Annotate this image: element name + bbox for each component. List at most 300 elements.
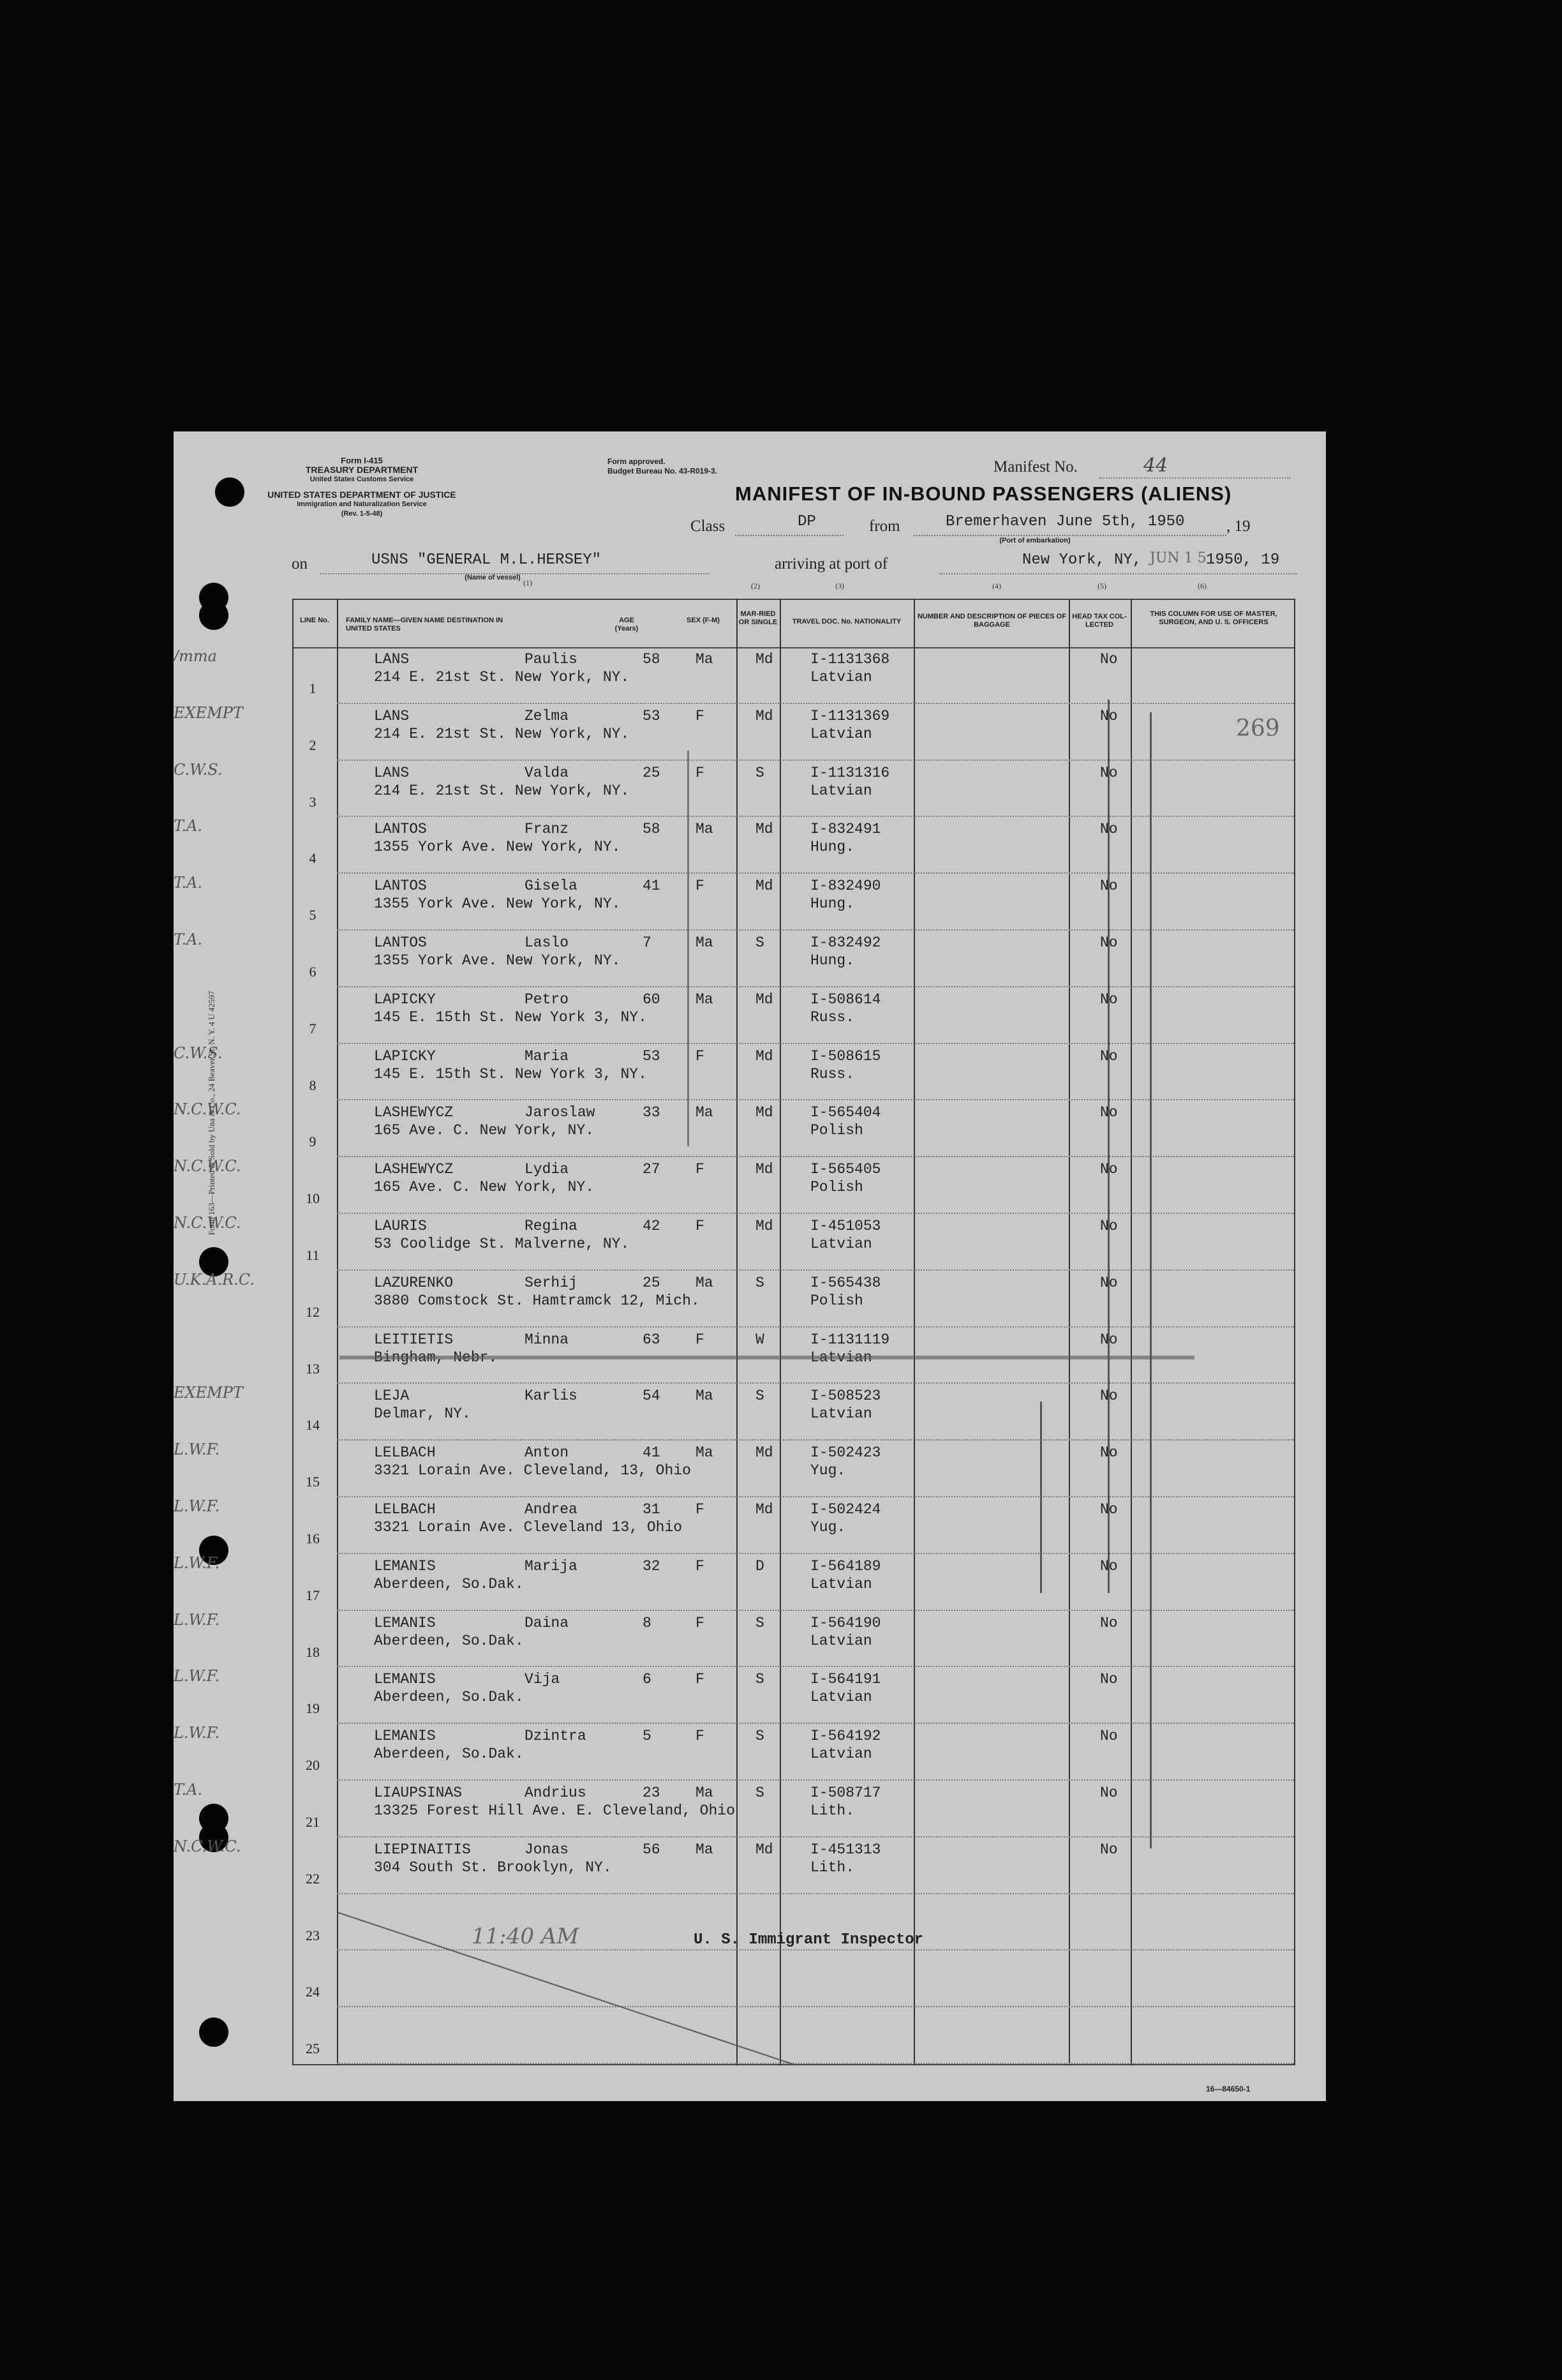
travel-doc-no: I-1131316	[810, 764, 890, 781]
officer-note: L.W.F.	[174, 1497, 220, 1515]
destination: 13325 Forest Hill Ave. E. Cleveland, Ohio	[374, 1802, 735, 1819]
travel-doc-no: I-502423	[810, 1444, 881, 1462]
sex: Ma	[695, 1274, 713, 1291]
given-name: Serhij	[524, 1274, 577, 1291]
head-tax: No	[1100, 1444, 1118, 1462]
family-name: LEMANIS	[374, 1671, 436, 1688]
table-row	[174, 1667, 1326, 1724]
destination: 3880 Comstock St. Hamtramck 12, Mich.	[374, 1292, 700, 1309]
col-header-line: LINE No.	[300, 617, 329, 624]
family-name: LAURIS	[374, 1218, 427, 1234]
age: 6	[643, 1671, 651, 1688]
marital-status: Md	[755, 707, 773, 724]
family-name: LASHEWYCZ	[374, 1104, 454, 1121]
sex: Ma	[695, 651, 713, 668]
diagonal-strike	[337, 1912, 809, 2065]
officer-note: L.W.F.	[174, 1441, 220, 1459]
row-number: 4	[309, 850, 316, 867]
table-row	[174, 874, 1326, 931]
officer-note: L.W.F.	[174, 1553, 220, 1572]
marital-status: S	[755, 1785, 764, 1801]
destination: 1355 York Ave. New York, NY.	[374, 895, 621, 913]
travel-doc-no: I-832491	[810, 821, 881, 838]
given-name: Lydia	[524, 1161, 569, 1178]
given-name: Andrius	[524, 1785, 586, 1801]
row-number: 20	[306, 1757, 320, 1774]
form-revision: (Rev. 1-5-48)	[341, 510, 383, 518]
destination: 214 E. 21st St. New York, NY.	[374, 782, 630, 799]
nationality: Hung.	[810, 895, 855, 913]
family-name: LASHEWYCZ	[374, 1161, 454, 1178]
given-name: Daina	[524, 1614, 569, 1631]
table-row	[174, 1214, 1326, 1271]
footer-code: 16—84650-1	[1206, 2084, 1251, 2093]
given-name: Karlis	[524, 1388, 577, 1405]
colnum-6: (6)	[1198, 581, 1207, 590]
nationality: Latvian	[810, 725, 872, 742]
col-header-tax: HEAD TAX COL-LECTED	[1072, 613, 1127, 629]
age: 23	[643, 1785, 660, 1801]
destination: 165 Ave. C. New York, NY.	[374, 1122, 595, 1139]
given-name: Zelma	[524, 707, 569, 724]
destination: 3321 Lorain Ave. Cleveland, 13, Ohio	[374, 1462, 691, 1479]
colnum-5: (5)	[1097, 581, 1106, 590]
given-name: Gisela	[524, 878, 577, 895]
destination: Aberdeen, So.Dak.	[374, 1632, 524, 1649]
officer-note: EXEMPT	[174, 1384, 243, 1402]
destination: 1355 York Ave. New York, NY.	[374, 839, 621, 856]
row-number: 18	[306, 1643, 320, 1660]
given-name: Jonas	[524, 1841, 569, 1858]
sex: F	[695, 1331, 704, 1348]
travel-doc-no: I-565404	[810, 1104, 881, 1121]
marital-status: Md	[755, 821, 773, 838]
travel-doc-no: I-502424	[810, 1501, 881, 1518]
marital-status: S	[755, 1671, 764, 1688]
row-number: 5	[309, 907, 316, 924]
table-row	[174, 1384, 1326, 1441]
head-tax: No	[1100, 1501, 1118, 1518]
officer-bracket-mark	[1150, 712, 1152, 1848]
destination: 304 South St. Brooklyn, NY.	[374, 1859, 612, 1876]
table-row	[174, 1497, 1326, 1554]
row-number: 7	[309, 1020, 316, 1037]
table-row	[174, 1724, 1326, 1781]
nationality: Yug.	[810, 1519, 846, 1536]
row-number: 13	[306, 1360, 320, 1377]
officer-note: C.W.S.	[174, 1044, 223, 1062]
manifest-no-label: Manifest No.	[993, 458, 1078, 475]
sex: Ma	[695, 821, 713, 838]
head-tax: No	[1100, 764, 1118, 781]
col-header-name: FAMILY NAME—GIVEN NAME DESTINATION IN UNITED STATES	[346, 617, 503, 632]
officer-note: /mma	[174, 647, 217, 665]
marital-status: S	[755, 1388, 764, 1405]
travel-doc-no: I-564189	[810, 1557, 881, 1575]
col-header-doc: TRAVEL DOC. No. NATIONALITY	[792, 618, 902, 625]
table-row	[174, 1271, 1326, 1328]
nationality: Lith.	[810, 1802, 855, 1819]
head-tax: No	[1100, 1274, 1118, 1291]
given-name: Valda	[524, 764, 569, 781]
age: 41	[643, 1444, 660, 1462]
inspector-signature-line: U. S. Immigrant Inspector	[694, 1931, 924, 1949]
table-row	[174, 817, 1326, 874]
officer-note: T.A.	[174, 817, 203, 835]
punch-hole	[215, 477, 244, 507]
age: 58	[643, 821, 660, 838]
colnum-3: (3)	[835, 581, 844, 590]
age: 41	[643, 878, 660, 895]
marital-status: Md	[755, 1047, 773, 1065]
marital-status: Md	[755, 1841, 773, 1858]
sex: Ma	[695, 1841, 713, 1858]
col-header-sex: SEX (F-M)	[687, 617, 720, 624]
nationality: Latvian	[810, 1236, 872, 1252]
family-name: LEJA	[374, 1388, 410, 1405]
arriving-label: arriving at port of	[775, 555, 888, 573]
embarkation-port: Bremerhaven June 5th, 1950	[946, 513, 1185, 530]
age: 53	[643, 707, 660, 724]
table-row	[174, 1044, 1326, 1101]
col-header-married: MAR-RIED OR SINGLE	[738, 610, 778, 626]
age: 31	[643, 1501, 660, 1518]
head-tax: No	[1100, 1728, 1118, 1745]
marital-status: Md	[755, 1444, 773, 1462]
travel-doc-no: I-451053	[810, 1218, 881, 1234]
marital-status: Md	[755, 878, 773, 895]
age: 33	[643, 1104, 660, 1121]
destination: Delmar, NY.	[374, 1405, 471, 1423]
row-number: 19	[306, 1700, 320, 1717]
head-tax: No	[1100, 1614, 1118, 1631]
officer-note: T.A.	[174, 874, 203, 892]
nationality: Latvian	[810, 1689, 872, 1706]
travel-doc-no: I-1131369	[810, 707, 890, 724]
on-label: on	[292, 555, 308, 573]
family-name: LAPICKY	[374, 1047, 436, 1065]
age: 63	[643, 1331, 660, 1348]
family-name: LAZURENKO	[374, 1274, 454, 1291]
form-header-left	[285, 456, 438, 484]
destination: 53 Coolidge St. Malverne, NY.	[374, 1236, 630, 1252]
from-label: from	[869, 518, 900, 535]
table-row	[174, 1837, 1326, 1894]
sex: Ma	[695, 1104, 713, 1121]
row-number: 10	[306, 1190, 320, 1207]
table-row	[174, 1554, 1326, 1611]
given-name: Regina	[524, 1218, 577, 1234]
tax-bracket-mark	[1108, 700, 1110, 1593]
given-name: Petro	[524, 991, 569, 1008]
table-row	[174, 987, 1326, 1044]
table-row	[174, 1441, 1326, 1497]
family-name: LEITIETIS	[374, 1331, 454, 1348]
family-name: LEMANIS	[374, 1728, 436, 1745]
head-tax: No	[1100, 1785, 1118, 1801]
family-name: LELBACH	[374, 1444, 436, 1462]
col-header-age: AGE (Years)	[614, 617, 639, 632]
destination: 145 E. 15th St. New York 3, NY.	[374, 1065, 647, 1082]
given-name: Dzintra	[524, 1728, 586, 1745]
marital-status: Md	[755, 991, 773, 1008]
head-tax: No	[1100, 1161, 1118, 1178]
manifest-sheet	[174, 431, 1326, 2101]
year-suffix-1: , 19	[1226, 518, 1251, 535]
customs-service: United States Customs Service	[309, 475, 414, 483]
age: 42	[643, 1218, 660, 1234]
sex: F	[695, 1047, 704, 1065]
travel-doc-no: I-565405	[810, 1161, 881, 1178]
marital-status: Md	[755, 1218, 773, 1234]
travel-doc-no: I-1131119	[810, 1331, 890, 1348]
budget-bureau: Budget Bureau No. 43-R019-3.	[607, 467, 718, 475]
nationality: Latvian	[810, 1575, 872, 1592]
nationality: Polish	[810, 1292, 863, 1309]
row-number: 1	[309, 680, 316, 696]
officer-note: T.A.	[174, 1781, 203, 1799]
page-count-stamp: 269	[1236, 715, 1280, 742]
marital-status: Md	[755, 651, 773, 668]
family-name: LANTOS	[374, 934, 427, 951]
nationality: Hung.	[810, 839, 855, 856]
marital-status: D	[755, 1557, 764, 1575]
family-name: LANTOS	[374, 821, 427, 838]
age: 8	[643, 1614, 651, 1631]
port-caption: (Port of embarkation)	[999, 537, 1071, 544]
sex: F	[695, 1161, 704, 1178]
row-number: 25	[306, 2040, 320, 2057]
age: 56	[643, 1841, 660, 1858]
destination: 165 Ave. C. New York, NY.	[374, 1179, 595, 1196]
marital-status: S	[755, 764, 764, 781]
sex: F	[695, 764, 704, 781]
form-header-justice	[247, 490, 477, 519]
printer-imprint: Form 163—Printed & Sold by Una & Co., 24 Beaver St. N. Y. 4 U 42597	[207, 991, 216, 1236]
family-name: LANS	[374, 707, 410, 724]
destination: Aberdeen, So.Dak.	[374, 1689, 524, 1706]
form-number: Form I-415	[341, 456, 383, 465]
nationality: Russ.	[810, 1065, 855, 1082]
family-name: LANS	[374, 651, 410, 668]
class-value: DP	[798, 513, 816, 530]
given-name: Franz	[524, 821, 569, 838]
officer-note: L.W.F.	[174, 1610, 220, 1629]
tax-bracket-mark	[1040, 1402, 1042, 1593]
head-tax: No	[1100, 1671, 1118, 1688]
row-number: 23	[306, 1927, 320, 1943]
age: 58	[643, 651, 660, 668]
travel-doc-no: I-451313	[810, 1841, 881, 1858]
age: 7	[643, 934, 651, 951]
sex: F	[695, 707, 704, 724]
marital-status: W	[755, 1331, 764, 1348]
form-approval	[607, 457, 773, 476]
row-number: 24	[306, 1984, 320, 2000]
officer-note: L.W.F.	[174, 1724, 220, 1742]
given-name: Jaroslaw	[524, 1104, 595, 1121]
given-name: Maria	[524, 1047, 569, 1065]
travel-doc-no: I-508614	[810, 991, 881, 1008]
family-name: LANS	[374, 764, 410, 781]
table-row	[174, 1781, 1326, 1837]
sex: Ma	[695, 1785, 713, 1801]
family-name: LIAUPSINAS	[374, 1785, 463, 1801]
age: 60	[643, 991, 660, 1008]
head-tax: No	[1100, 991, 1118, 1008]
sex: F	[695, 1614, 704, 1631]
sex: F	[695, 1501, 704, 1518]
row-number: 21	[306, 1814, 320, 1830]
destination: 3321 Lorain Ave. Cleveland 13, Ohio	[374, 1519, 683, 1536]
destination: 145 E. 15th St. New York 3, NY.	[374, 1008, 647, 1026]
colnum-2: (2)	[751, 581, 760, 590]
head-tax: No	[1100, 1331, 1118, 1348]
travel-doc-no: I-832490	[810, 878, 881, 895]
form-approved: Form approved.	[607, 457, 666, 466]
table-row	[174, 931, 1326, 987]
head-tax: No	[1100, 1218, 1118, 1234]
travel-doc-no: I-564191	[810, 1671, 881, 1688]
officer-note: N.C.W.C.	[174, 1837, 241, 1855]
nationality: Latvian	[810, 782, 872, 799]
officer-note: N.C.W.C.	[174, 1100, 241, 1119]
marital-status: S	[755, 934, 764, 951]
table-row	[174, 1611, 1326, 1668]
nationality: Latvian	[810, 1405, 872, 1423]
arrival-date-stamp: JUN 1 5	[1150, 550, 1207, 566]
row-number: 14	[306, 1417, 320, 1433]
strike-line	[339, 1356, 1194, 1359]
officer-note: C.W.S.	[174, 760, 223, 779]
officer-note: N.C.W.C.	[174, 1214, 241, 1232]
given-name: Anton	[524, 1444, 569, 1462]
table-row	[174, 647, 1326, 704]
sex-bracket-mark	[687, 751, 689, 1146]
marital-status: Md	[755, 1161, 773, 1178]
head-tax: No	[1100, 1557, 1118, 1575]
table-row	[174, 1100, 1326, 1157]
nationality: Lith.	[810, 1859, 855, 1876]
row-number: 16	[306, 1531, 320, 1546]
destination: 214 E. 21st St. New York, NY.	[374, 669, 630, 685]
sex: F	[695, 1557, 704, 1575]
head-tax: No	[1100, 934, 1118, 951]
travel-doc-no: I-1131368	[810, 651, 890, 668]
marital-status: Md	[755, 1501, 773, 1518]
nationality: Polish	[810, 1179, 863, 1196]
head-tax: No	[1100, 1388, 1118, 1405]
manifest-no-value: 44	[1143, 454, 1168, 477]
row-number: 12	[306, 1303, 320, 1320]
officer-note: T.A.	[174, 931, 203, 948]
nationality: Latvian	[810, 1746, 872, 1763]
age: 25	[643, 764, 660, 781]
age: 25	[643, 1274, 660, 1291]
family-name: LAPICKY	[374, 991, 436, 1008]
class-label: Class	[690, 518, 725, 535]
justice-dept: UNITED STATES DEPARTMENT OF JUSTICE	[267, 490, 456, 500]
officer-note: L.W.F.	[174, 1667, 220, 1686]
nationality: Latvian	[810, 1632, 872, 1649]
sex: Ma	[695, 934, 713, 951]
given-name: Vija	[524, 1671, 560, 1688]
arrival-time-note: 11:40 AM	[472, 1924, 579, 1949]
colnum-4: (4)	[992, 581, 1001, 590]
age: 54	[643, 1388, 660, 1405]
sex: Ma	[695, 1444, 713, 1462]
head-tax: No	[1100, 1047, 1118, 1065]
age: 53	[643, 1047, 660, 1065]
sex: F	[695, 878, 704, 895]
destination: Aberdeen, So.Dak.	[374, 1746, 524, 1763]
row-number: 8	[309, 1077, 316, 1093]
vessel-name: USNS "GENERAL M.L.HERSEY"	[371, 551, 602, 569]
travel-doc-no: I-564192	[810, 1728, 881, 1745]
treasury-dept: TREASURY DEPARTMENT	[305, 465, 419, 475]
given-name: Andrea	[524, 1501, 577, 1518]
vessel-caption: (Name of vessel)	[465, 574, 521, 581]
family-name: LIEPINAITIS	[374, 1841, 471, 1858]
given-name: Laslo	[524, 934, 569, 951]
nationality: Russ.	[810, 1008, 855, 1026]
travel-doc-no: I-565438	[810, 1274, 881, 1291]
table-row	[174, 761, 1326, 818]
destination: 214 E. 21st St. New York, NY.	[374, 725, 630, 742]
given-name: Paulis	[524, 651, 577, 668]
nationality: Polish	[810, 1122, 863, 1139]
row-number: 22	[306, 1870, 320, 1887]
colnum-1: (1)	[523, 578, 532, 587]
marital-status: S	[755, 1728, 764, 1745]
marital-status: S	[755, 1614, 764, 1631]
nationality: Latvian	[810, 669, 872, 685]
family-name: LELBACH	[374, 1501, 436, 1518]
marital-status: S	[755, 1274, 764, 1291]
family-name: LEMANIS	[374, 1614, 436, 1631]
travel-doc-no: I-508615	[810, 1047, 881, 1065]
nationality: Yug.	[810, 1462, 846, 1479]
family-name: LEMANIS	[374, 1557, 436, 1575]
age: 32	[643, 1557, 660, 1575]
head-tax: No	[1100, 821, 1118, 838]
row-number: 3	[309, 793, 316, 810]
head-tax: No	[1100, 651, 1118, 668]
row-number: 6	[309, 964, 316, 980]
head-tax: No	[1100, 1841, 1118, 1858]
given-name: Minna	[524, 1331, 569, 1348]
page-title: MANIFEST OF IN-BOUND PASSENGERS (ALIENS)	[735, 483, 1232, 505]
row-number: 9	[309, 1134, 316, 1150]
travel-doc-no: I-508717	[810, 1785, 881, 1801]
officer-note: EXEMPT	[174, 703, 243, 722]
destination: Aberdeen, So.Dak.	[374, 1575, 524, 1592]
punch-hole	[199, 601, 228, 630]
given-name: Marija	[524, 1557, 577, 1575]
sex: Ma	[695, 1388, 713, 1405]
sex: F	[695, 1671, 704, 1688]
sex: F	[695, 1218, 704, 1234]
col-header-baggage: NUMBER AND DESCRIPTION OF PIECES OF BAGGAGE	[917, 613, 1067, 629]
table-row	[174, 704, 1326, 761]
age: 5	[643, 1728, 651, 1745]
row-number: 11	[306, 1247, 320, 1263]
travel-doc-no: I-564190	[810, 1614, 881, 1631]
col-header-officers: THIS COLUMN FOR USE OF MASTER, SURGEON, AND U. S. OFFICERS	[1150, 610, 1277, 626]
family-name: LANTOS	[374, 878, 427, 895]
head-tax: No	[1100, 878, 1118, 895]
row-number: 17	[306, 1587, 320, 1603]
